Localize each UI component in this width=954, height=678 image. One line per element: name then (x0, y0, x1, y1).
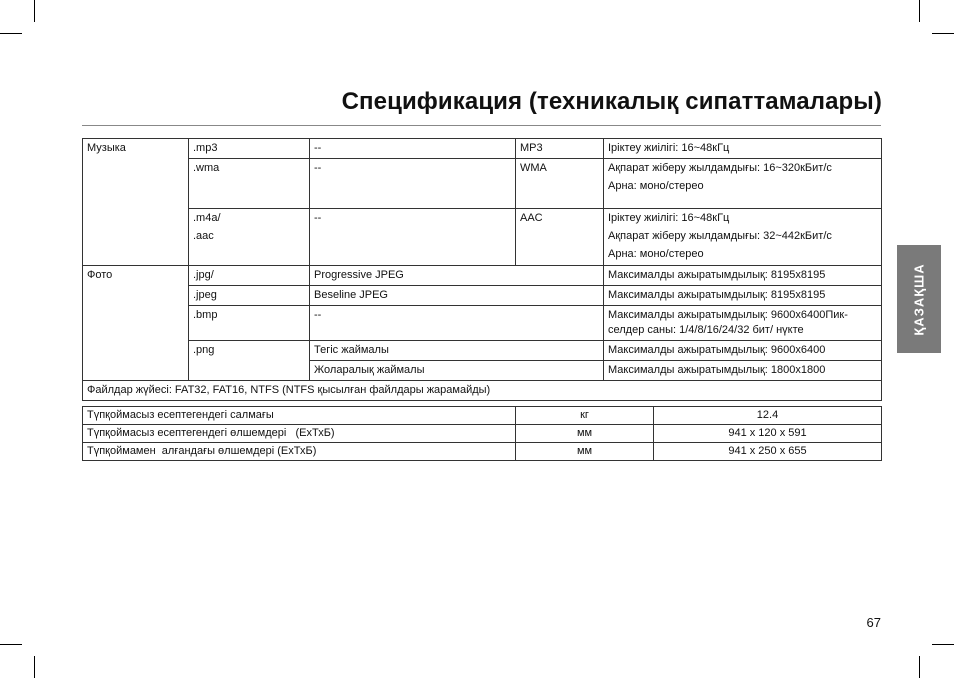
profile-cell: Тегіс жаймалы (310, 341, 604, 361)
page-number: 67 (866, 615, 881, 630)
profile-cell: Жоларалық жаймалы (310, 361, 604, 381)
value-cell: 941 x 120 x 591 (654, 425, 882, 443)
crop-mark (34, 0, 35, 22)
dimension-label: Түпқоймасыз есептегендегі өлшемдері (ЕхТхБ) (83, 425, 516, 443)
profile-cell: -- (310, 159, 516, 209)
table-row (83, 266, 882, 286)
codec-cell: MP3 (516, 139, 604, 159)
spec-cell: Максималды ажыратымдылық: 1800x1800 (604, 361, 882, 381)
spec-table (82, 138, 882, 401)
spec-cell: Ақпарат жіберу жылдамдығы: 16~320кБит/с Арна: моно/стерео (604, 159, 882, 209)
crop-mark (919, 0, 920, 22)
spec-cell: Іріктеу жиілігі: 16~48кГц (604, 139, 882, 159)
table-row (83, 381, 882, 401)
page-title: Спецификация (техникалық сипаттамалары) (341, 88, 882, 115)
table-row (83, 209, 882, 266)
table-row (83, 139, 882, 159)
spec-cell: Іріктеу жиілігі: 16~48кГц Ақпарат жіберу жылдамдығы: 32~442кБит/с Арна: моно/стерео (604, 209, 882, 266)
category-cell: Музыка (83, 139, 189, 266)
crop-mark (34, 656, 35, 678)
extension-cell: .jpg/ (189, 266, 310, 286)
profile-cell: Progressive JPEG (310, 266, 604, 286)
unit-cell: кг (516, 407, 654, 425)
unit-cell: мм (516, 425, 654, 443)
codec-cell: AAC (516, 209, 604, 266)
spec-cell: Максималды ажыратымдылық: 8195x8195 (604, 286, 882, 306)
spec-cell: Максималды ажыратымдылық: 8195x8195 (604, 266, 882, 286)
language-tab-label: ҚАЗАҚША (911, 262, 927, 336)
profile-cell: Beseline JPEG (310, 286, 604, 306)
table-row (83, 425, 882, 443)
crop-mark (932, 644, 954, 645)
title-divider (82, 125, 881, 126)
spec-cell: Максималды ажыратымдылық: 9600x6400 (604, 341, 882, 361)
table-row (83, 341, 882, 361)
dimension-label: Түпқоймамен алғандағы өлшемдері (ЕхТхБ) (83, 443, 516, 461)
extension-cell: .mp3 (189, 139, 310, 159)
table-row (83, 407, 882, 425)
extension-cell: .jpeg (189, 286, 310, 306)
profile-cell: -- (310, 306, 604, 341)
codec-cell: WMA (516, 159, 604, 209)
crop-mark (0, 644, 22, 645)
crop-mark (919, 656, 920, 678)
dimensions-table (82, 406, 882, 461)
extension-cell: .m4a/ .aac (189, 209, 310, 266)
crop-mark (0, 33, 22, 34)
profile-cell: -- (310, 139, 516, 159)
unit-cell: мм (516, 443, 654, 461)
extension-cell: .png (189, 341, 310, 381)
filesystem-cell: Файлдар жүйесі: FAT32, FAT16, NTFS (NTFS қысылған файлдары жарамайды) (83, 381, 882, 401)
profile-cell: -- (310, 209, 516, 266)
category-cell: Фото (83, 266, 189, 381)
spec-cell: Максималды ажыратымдылық: 9600x6400Пик- селдер саны: 1/4/8/16/24/32 бит/ нүкте (604, 306, 882, 341)
value-cell: 941 x 250 x 655 (654, 443, 882, 461)
extension-cell: .wma (189, 159, 310, 209)
table-row (83, 443, 882, 461)
crop-mark (932, 33, 954, 34)
table-row (83, 159, 882, 209)
extension-cell: .bmp (189, 306, 310, 341)
dimension-label: Түпқоймасыз есептегендегі салмағы (83, 407, 516, 425)
value-cell: 12.4 (654, 407, 882, 425)
language-tab (897, 245, 941, 353)
table-row (83, 286, 882, 306)
table-row (83, 306, 882, 341)
